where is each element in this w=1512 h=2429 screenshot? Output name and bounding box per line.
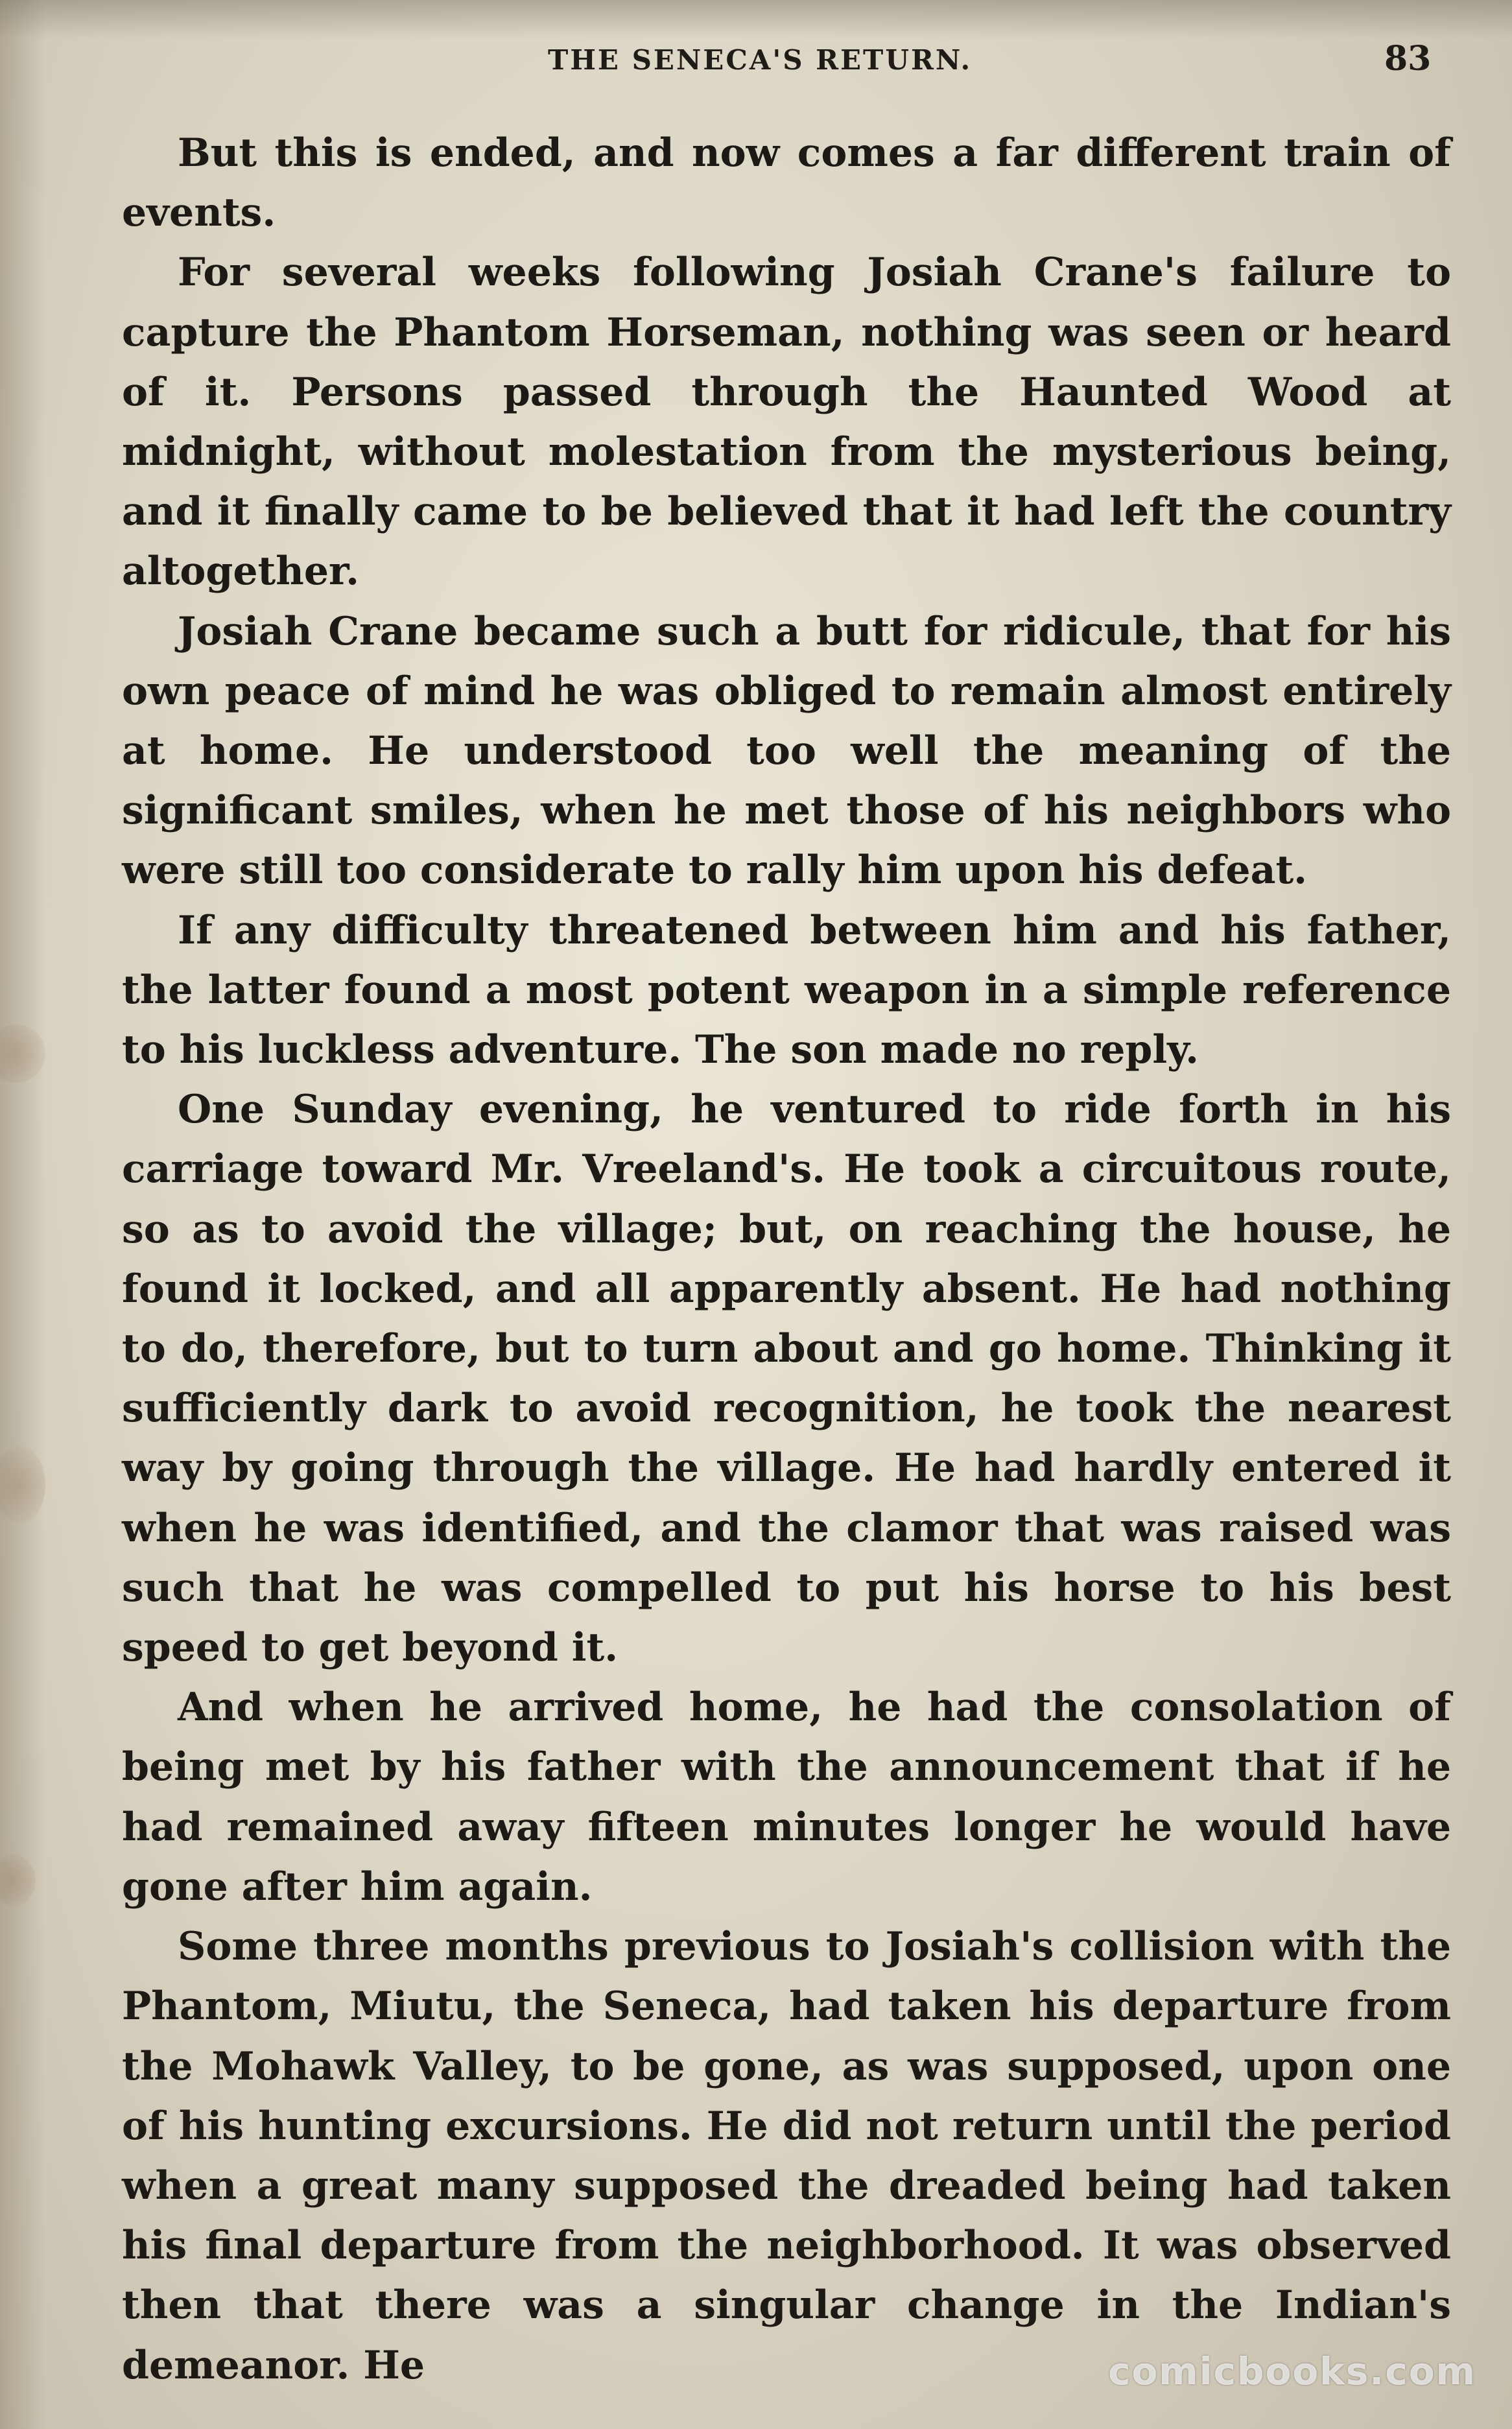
page-stain [0, 1446, 45, 1524]
paragraph: Some three months previous to Josiah's collision with the Phantom, Miutu, the Seneca, had taken his departure from the Mohawk Valley, to be gone, as was supposed, upon one of his hunting excursions. He did not return until the period when a great many supposed the dreaded being had taken his final departure from the neighborhood. It was observed then that there was a singular change in the Indian's demeanor. He [122, 1924, 1451, 2388]
paragraph: For several weeks following Josiah Crane's failure to capture the Phantom Horseman, nothing was seen or heard of it. Persons passed through the Haunted Wood at midnight, without molestation from the mysterious being, and it finally came to be believed that it had left the country altogether. [122, 250, 1451, 595]
page-stain [0, 1854, 36, 1906]
body-text [122, 123, 1451, 2395]
running-head [0, 39, 1512, 84]
running-title: THE SENECA'S RETURN. [548, 44, 973, 76]
paragraph: And when he arrived home, he had the consolation of being met by his father with the announcement that if he had remained away fifteen minutes longer he would have gone after him again. [122, 1685, 1451, 1910]
paragraph: But this is ended, and now comes a far different train of events. [122, 130, 1451, 236]
paragraph: Josiah Crane became such a butt for ridicule, that for his own peace of mind he was obliged to remain almost entirely at home. He understood too well the meaning of the significant smiles, when he met those of his neighbors who were still too considerate to rally him upon his defeat. [122, 608, 1451, 894]
page-number: 83 [1384, 39, 1432, 78]
watermark: comicbooks.com [1108, 2349, 1476, 2393]
paragraph: One Sunday evening, he ventured to ride forth in his carriage toward Mr. Vreeland's. He took a circuitous route, so as to avoid the village; but, on reaching the house, he found it locked, and all apparently absent. He had nothing to do, therefore, but to turn about and go home. Thinking it sufficiently dark to avoid recognition, he took the nearest way by going through the village. He had hardly entered it when he was identified, and the clamor that was raised was such that he was compelled to put his horse to his best speed to get beyond it. [122, 1087, 1451, 1671]
page-stain [0, 1025, 45, 1083]
paragraph: If any difficulty threatened between him and his father, the latter found a most potent weapon in a simple reference to his luckless adventure. The son made no reply. [122, 907, 1451, 1073]
